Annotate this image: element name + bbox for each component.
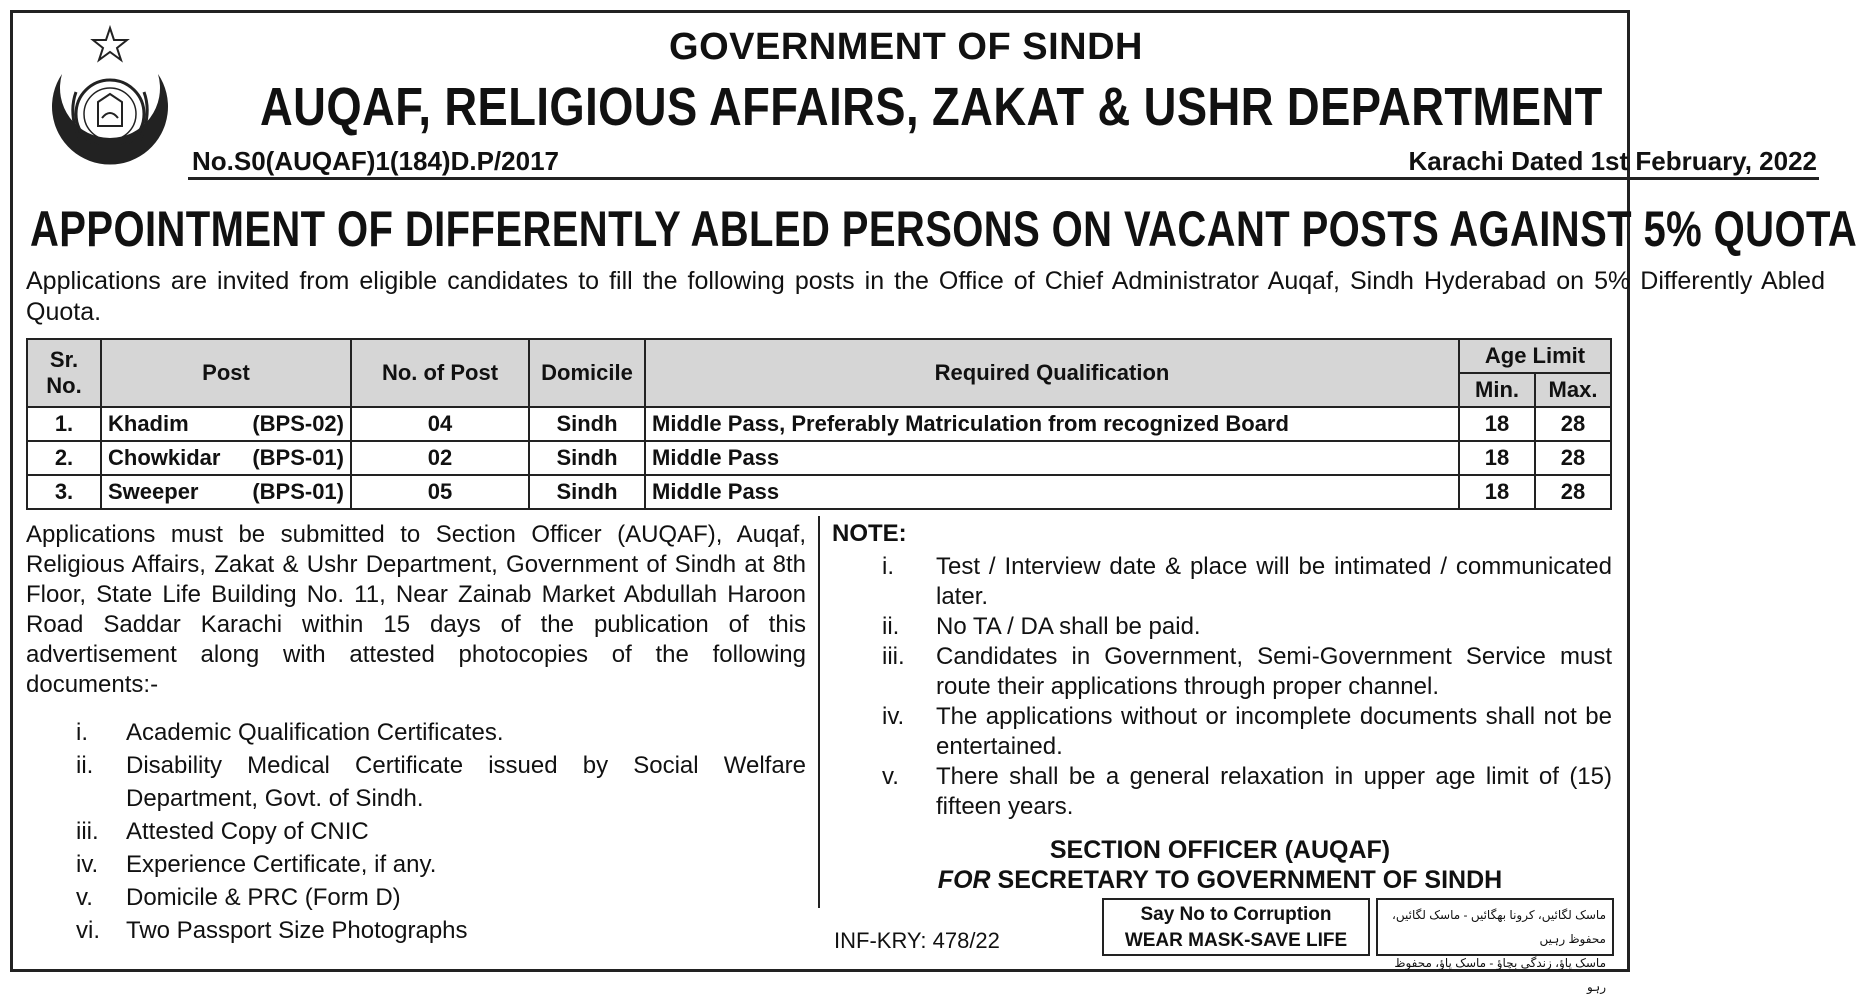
list-item: [26, 749, 806, 815]
list-item: [26, 815, 806, 848]
header-age-min: Min.: [1459, 373, 1535, 407]
for-prefix: FOR: [937, 866, 991, 894]
header-sr-no: Sr. No.: [27, 339, 101, 407]
list-item: [832, 552, 1612, 612]
cell-age-max: 28: [1535, 441, 1611, 475]
cell-post: [101, 475, 351, 509]
for-secretary: SECRETARY TO GOVERNMENT OF SINDH: [990, 866, 1503, 894]
table-row: [27, 475, 1611, 509]
government-title: GOVERNMENT OF SINDH: [669, 26, 1143, 68]
list-item-number: v.: [882, 763, 899, 790]
list-item-number: iv.: [882, 703, 905, 730]
notes-list: [832, 552, 1612, 822]
header-post: Post: [101, 339, 351, 407]
urdu-notice-box: [1376, 898, 1614, 994]
list-item-text: Disability Medical Certificate issued by Social Welfare Department, Govt. of Sindh.: [126, 752, 806, 812]
post-bps: (BPS-01): [252, 479, 344, 504]
cell-qualification: Middle Pass: [645, 441, 1459, 475]
list-item-number: v.: [76, 884, 93, 911]
post-bps: (BPS-02): [252, 411, 344, 436]
urdu-line-1: ماسک لگائیں، کرونا بھگائیں - ماسک لگائیں، محفوظ رہیں: [1392, 908, 1606, 946]
list-item: [832, 612, 1612, 642]
advertisement-headline: APPOINTMENT OF DIFFERENTLY ABLED PERSONS ON VACANT POSTS AGAINST 5% QUOTA: [30, 201, 1857, 257]
header-age-limit: Age Limit: [1459, 339, 1611, 373]
reference-number: No.S0(AUQAF)1(184)D.P/2017: [192, 146, 559, 176]
list-item-number: iv.: [76, 851, 99, 878]
cell-age-min: 18: [1459, 441, 1535, 475]
post-bps: (BPS-01): [252, 445, 344, 470]
list-item-number: ii.: [882, 613, 900, 640]
date-line: Karachi Dated 1st February, 2022: [1408, 146, 1817, 176]
post-name: Khadim: [108, 411, 189, 436]
corruption-line: Say No to Corruption: [1140, 904, 1332, 925]
list-item: [26, 716, 806, 749]
documents-list: [26, 716, 806, 947]
note-heading: NOTE:: [832, 520, 907, 547]
list-item: [832, 762, 1612, 822]
header-divider: [188, 177, 1819, 180]
list-item-number: iii.: [76, 818, 99, 845]
header-qualification: Required Qualification: [645, 339, 1459, 407]
cell-sr: 2.: [27, 441, 101, 475]
department-title: AUQAF, RELIGIOUS AFFAIRS, ZAKAT & USHR DEPARTMENT: [260, 77, 1603, 137]
post-name: Chowkidar: [108, 445, 221, 470]
table-row: [27, 441, 1611, 475]
list-item-text: Test / Interview date & place will be intimated / communicated later.: [936, 553, 1612, 610]
cell-domicile: Sindh: [529, 407, 645, 441]
list-item-text: The applications without or incomplete documents shall not be entertained.: [936, 703, 1612, 760]
signatory-for-line: [840, 866, 1600, 895]
list-item-number: vi.: [76, 917, 100, 944]
cell-age-min: 18: [1459, 475, 1535, 509]
column-divider: [818, 516, 820, 908]
list-item-text: Attested Copy of CNIC: [126, 818, 369, 845]
corruption-notice-box: [1102, 898, 1370, 956]
cell-age-min: 18: [1459, 407, 1535, 441]
list-item: [26, 881, 806, 914]
header-no-of-post: No. of Post: [351, 339, 529, 407]
list-item-text: Academic Qualification Certificates.: [126, 719, 504, 746]
cell-qualification: Middle Pass: [645, 475, 1459, 509]
list-item: [26, 848, 806, 881]
list-item-text: Domicile & PRC (Form D): [126, 884, 401, 911]
cell-domicile: Sindh: [529, 441, 645, 475]
list-item-text: Experience Certificate, if any.: [126, 851, 437, 878]
submission-paragraph: Applications must be submitted to Section Officer (AUQAF), Auqaf, Religious Affairs, Zakat & Ushr Department, Government of Sindh at 8th Floor, State Life Building No. 11, Near Zainab Market Abdullah Haroon Road Saddar Karachi within 15 days of the publication of this advertisement along with attested photocopies of the following documents:-: [26, 521, 806, 698]
list-item: [26, 914, 806, 947]
list-item-text: Two Passport Size Photographs: [126, 917, 468, 944]
list-item: [832, 702, 1612, 762]
list-item-number: i.: [882, 553, 894, 580]
cell-count: 05: [351, 475, 529, 509]
list-item-text: No TA / DA shall be paid.: [936, 613, 1201, 640]
cell-count: 02: [351, 441, 529, 475]
cell-count: 04: [351, 407, 529, 441]
cell-age-max: 28: [1535, 475, 1611, 509]
intro-paragraph: Applications are invited from eligible candidates to fill the following posts in the Office of Chief Administrator Auqaf, Sindh Hyderabad on 5% Differently Abled Quota.: [26, 267, 1825, 326]
post-name: Sweeper: [108, 479, 199, 504]
signatory-title: SECTION OFFICER (AUQAF): [1049, 836, 1391, 864]
list-item-text: Candidates in Government, Semi-Government Service must route their applications through proper channel.: [936, 643, 1612, 700]
header-age-max: Max.: [1535, 373, 1611, 407]
cell-domicile: Sindh: [529, 475, 645, 509]
list-item-number: iii.: [882, 643, 905, 670]
mask-line: WEAR MASK-SAVE LIFE: [1124, 930, 1348, 951]
urdu-line-2: ماسک پاؤ، زندگی بچاؤ - ماسک پاؤ، محفوظ رہو: [1394, 956, 1606, 994]
header-domicile: Domicile: [529, 339, 645, 407]
cell-post: [101, 441, 351, 475]
cell-sr: 3.: [27, 475, 101, 509]
list-item-number: ii.: [76, 752, 94, 779]
cell-qualification: Middle Pass, Preferably Matriculation from recognized Board: [645, 407, 1459, 441]
list-item: [832, 642, 1612, 702]
inf-number: INF-KRY: 478/22: [834, 928, 1000, 953]
cell-age-max: 28: [1535, 407, 1611, 441]
list-item-text: There shall be a general relaxation in upper age limit of (15) fifteen years.: [936, 763, 1612, 820]
posts-table: [26, 338, 1612, 510]
cell-post: [101, 407, 351, 441]
table-row: [27, 407, 1611, 441]
list-item-number: i.: [76, 719, 88, 746]
cell-sr: 1.: [27, 407, 101, 441]
